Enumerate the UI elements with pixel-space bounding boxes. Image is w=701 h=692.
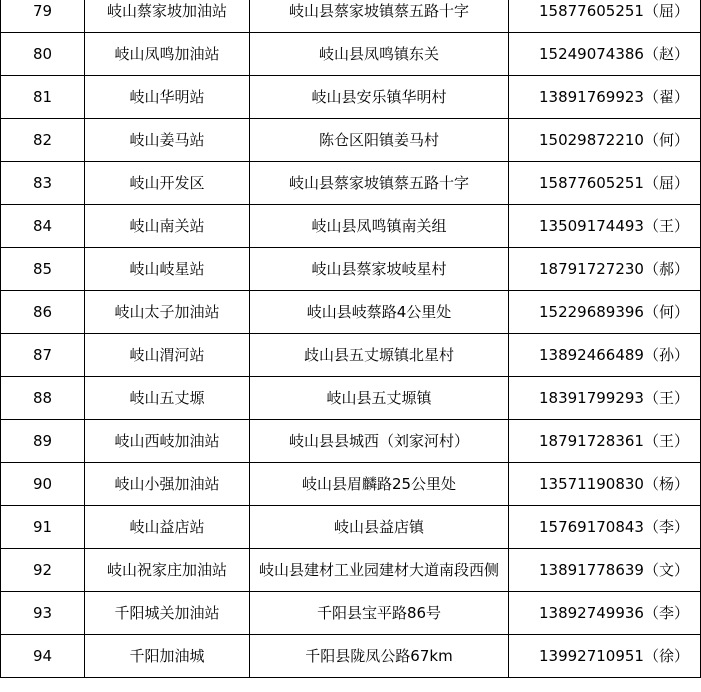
row-number-cell[interactable]: 83 — [1, 162, 85, 205]
phone-contact-cell[interactable]: 13892466489（孙） — [509, 334, 701, 377]
phone-contact-cell[interactable]: 15877605251（屈） — [509, 162, 701, 205]
station-name-cell[interactable]: 岐山凤鸣加油站 — [85, 33, 250, 76]
address-cell[interactable]: 陈仓区阳镇姜马村 — [250, 119, 509, 162]
address-cell[interactable]: 岐山县凤鸣镇东关 — [250, 33, 509, 76]
phone-contact-cell[interactable]: 13992710951（徐） — [509, 635, 701, 678]
phone-contact-cell[interactable]: 13891778639（文） — [509, 549, 701, 592]
phone-contact-cell[interactable]: 13509174493（王） — [509, 205, 701, 248]
table-row — [1, 291, 701, 334]
phone-contact-cell[interactable]: 15249074386（赵） — [509, 33, 701, 76]
address-cell[interactable]: 岐山县建材工业园建材大道南段西侧 — [250, 549, 509, 592]
row-number-cell[interactable]: 92 — [1, 549, 85, 592]
station-name-cell[interactable]: 岐山蔡家坡加油站 — [85, 0, 250, 33]
address-cell[interactable]: 岐山县岐蔡路4公里处 — [250, 291, 509, 334]
station-name-cell[interactable]: 岐山岐星站 — [85, 248, 250, 291]
table-row — [1, 592, 701, 635]
row-number-cell[interactable]: 81 — [1, 76, 85, 119]
address-cell[interactable]: 岐山县益店镇 — [250, 506, 509, 549]
address-cell[interactable]: 千阳县宝平路86号 — [250, 592, 509, 635]
table-row — [1, 377, 701, 420]
phone-contact-cell[interactable]: 18791727230（郝） — [509, 248, 701, 291]
row-number-cell[interactable]: 85 — [1, 248, 85, 291]
station-name-cell[interactable]: 千阳加油城 — [85, 635, 250, 678]
address-cell[interactable]: 千阳县陇凤公路67km — [250, 635, 509, 678]
row-number-cell[interactable]: 93 — [1, 592, 85, 635]
table-row — [1, 0, 701, 33]
phone-contact-cell[interactable]: 18791728361（王） — [509, 420, 701, 463]
table-row — [1, 635, 701, 678]
row-number-cell[interactable]: 89 — [1, 420, 85, 463]
station-name-cell[interactable]: 千阳城关加油站 — [85, 592, 250, 635]
station-name-cell[interactable]: 岐山开发区 — [85, 162, 250, 205]
table-row — [1, 76, 701, 119]
row-number-cell[interactable]: 88 — [1, 377, 85, 420]
address-cell[interactable]: 岐山县蔡家坡岐星村 — [250, 248, 509, 291]
table-row — [1, 162, 701, 205]
address-cell[interactable]: 岐山县眉麟路25公里处 — [250, 463, 509, 506]
row-number-cell[interactable]: 79 — [1, 0, 85, 33]
station-name-cell[interactable]: 岐山益店站 — [85, 506, 250, 549]
table-row — [1, 33, 701, 76]
row-number-cell[interactable]: 87 — [1, 334, 85, 377]
address-cell[interactable]: 歧山县五丈塬镇北星村 — [250, 334, 509, 377]
address-cell[interactable]: 岐山县蔡家坡镇蔡五路十字 — [250, 0, 509, 33]
station-name-cell[interactable]: 岐山渭河站 — [85, 334, 250, 377]
table-row — [1, 119, 701, 162]
row-number-cell[interactable]: 80 — [1, 33, 85, 76]
table-row — [1, 248, 701, 291]
table-row — [1, 506, 701, 549]
phone-contact-cell[interactable]: 15877605251（屈） — [509, 0, 701, 33]
phone-contact-cell[interactable]: 15229689396（何） — [509, 291, 701, 334]
address-cell[interactable]: 岐山县五丈塬镇 — [250, 377, 509, 420]
table-body — [1, 0, 701, 678]
table-row — [1, 334, 701, 377]
table-row — [1, 463, 701, 506]
table-row — [1, 420, 701, 463]
phone-contact-cell[interactable]: 15769170843（李） — [509, 506, 701, 549]
phone-contact-cell[interactable]: 18391799293（王） — [509, 377, 701, 420]
station-name-cell[interactable]: 岐山姜马站 — [85, 119, 250, 162]
station-name-cell[interactable]: 岐山五丈塬 — [85, 377, 250, 420]
address-cell[interactable]: 岐山县凤鸣镇南关组 — [250, 205, 509, 248]
station-name-cell[interactable]: 岐山华明站 — [85, 76, 250, 119]
station-name-cell[interactable]: 岐山祝家庄加油站 — [85, 549, 250, 592]
table-row — [1, 205, 701, 248]
row-number-cell[interactable]: 90 — [1, 463, 85, 506]
phone-contact-cell[interactable]: 13892749936（李） — [509, 592, 701, 635]
row-number-cell[interactable]: 91 — [1, 506, 85, 549]
row-number-cell[interactable]: 86 — [1, 291, 85, 334]
station-name-cell[interactable]: 岐山南关站 — [85, 205, 250, 248]
phone-contact-cell[interactable]: 13891769923（翟） — [509, 76, 701, 119]
station-name-cell[interactable]: 岐山小强加油站 — [85, 463, 250, 506]
row-number-cell[interactable]: 94 — [1, 635, 85, 678]
station-name-cell[interactable]: 岐山太子加油站 — [85, 291, 250, 334]
row-number-cell[interactable]: 84 — [1, 205, 85, 248]
address-cell[interactable]: 岐山县安乐镇华明村 — [250, 76, 509, 119]
row-number-cell[interactable]: 82 — [1, 119, 85, 162]
address-cell[interactable]: 岐山县蔡家坡镇蔡五路十字 — [250, 162, 509, 205]
table-row — [1, 549, 701, 592]
address-cell[interactable]: 岐山县县城西（刘家河村） — [250, 420, 509, 463]
station-name-cell[interactable]: 岐山西岐加油站 — [85, 420, 250, 463]
phone-contact-cell[interactable]: 13571190830（杨） — [509, 463, 701, 506]
phone-contact-cell[interactable]: 15029872210（何） — [509, 119, 701, 162]
